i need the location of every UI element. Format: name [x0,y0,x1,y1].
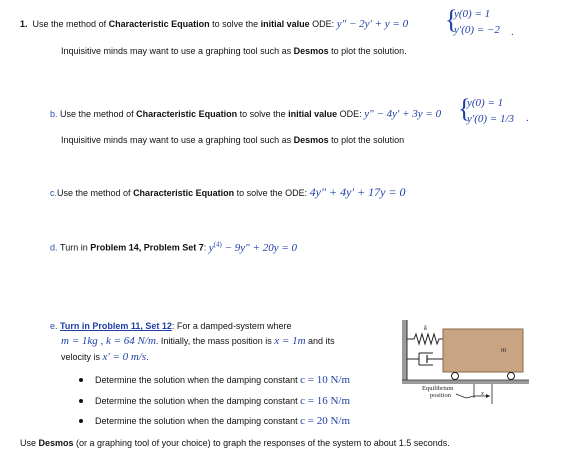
wall [402,320,407,380]
problem-e-line-2: m = 1kg , k = 64 N/m. Initially, the mass position is x = 1m and its [61,335,335,347]
wheel [508,373,515,380]
problem-1-ode: y" − 2y' + y = 0 [336,18,409,30]
problem-c-ode: 4y" + 4y' + 17y = 0 [309,185,406,199]
bullet-icon [79,378,83,382]
damping-bullet-2: Determine the solution when the damping constant c = 16 N/m [95,395,351,407]
problem-e-number: e. [50,321,58,331]
problem-1-initial-conditions: { y(0) = 1 y'(0) = −2 . [445,5,514,38]
problem-b-ode: y" − 4y' + 3y = 0 [364,108,442,120]
ground [402,380,529,384]
problem-e-statement: e. Turn in Problem 11, Set 12: For a damped-system where [50,321,292,331]
position-label: position [430,392,451,399]
problem-e-link[interactable]: Turn in Problem 11, Set 12 [60,321,172,331]
mass-block [443,329,523,372]
spring-constant-label: k [424,324,428,332]
damping-bullet-3: Determine the solution when the damping constant c = 20 N/m [95,415,351,427]
problem-c-number: c. [50,188,58,198]
displacement-label: x [481,390,484,397]
spring-mass-damper-diagram [400,318,535,418]
problem-d-number: d. [50,242,58,253]
problem-b-initial-conditions: { y(0) = 1 y'(0) = 1/3 . [458,94,529,125]
wheel [452,373,459,380]
bullet-icon [79,419,83,423]
mass-label: m [501,346,507,354]
problem-1-number: 1. [20,19,28,29]
damping-bullet-1: Determine the solution when the damping constant c = 10 N/m [95,374,351,386]
problem-d-ode: $y^{(4)} - 9y$" + 20y = 0 [208,240,297,254]
problem-c-statement: c.Use the method of Characteristic Equation to solve the ODE: 4y" + 4y' + 17y = 0 [50,185,406,199]
equilibrium-label: Equilibrium [422,385,454,392]
problem-1-statement: 1. Use the method of Characteristic Equation to solve the initial value ODE: y" − 2y' + y = 0 [20,18,409,30]
problem-b-number: b. [50,109,58,119]
problem-1-note: Inquisitive minds may want to use a graphing tool such as Desmos to plot the solution. [61,46,407,56]
bullet-icon [79,399,83,403]
spring [407,334,443,344]
problem-d-statement: d. Turn in Problem 14, Problem Set 7: $y^{(4)} - 9y$" + 20y = 0 [50,240,297,254]
problem-b-statement: b. Use the method of Characteristic Equation to solve the initial value ODE: y" − 4y' + 3y = 0 [50,108,442,120]
problem-b-note: Inquisitive minds may want to use a graphing tool such as Desmos to plot the solution [61,135,405,145]
problem-e-line-3: velocity is x' = 0 m/s. [61,351,149,363]
footer-instruction: Use Desmos (or a graphing tool of your choice) to graph the responses of the system to about 1.5 seconds. [20,438,450,448]
